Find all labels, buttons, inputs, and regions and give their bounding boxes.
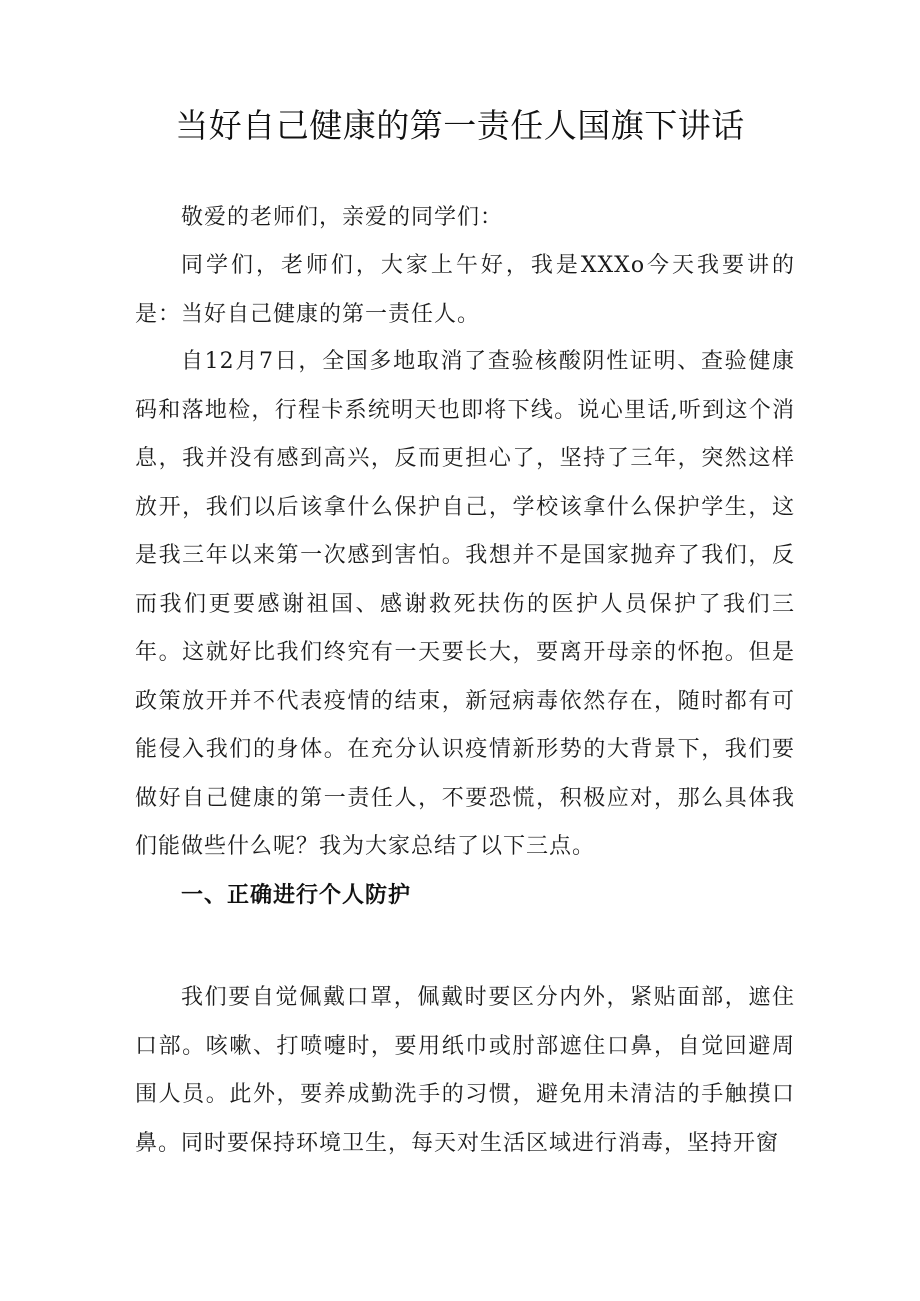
section-heading: 一、正确进行个人防护 bbox=[181, 883, 412, 908]
page-title: 当好自己健康的第一责任人国旗下讲话 bbox=[175, 106, 745, 145]
greeting-paragraph: 同学们，老师们，大家上午好，我是XXXo今天我要讲的是：当好自己健康的第一责任人。 bbox=[135, 253, 795, 327]
salutation-paragraph: 敬爱的老师们，亲爱的同学们： bbox=[181, 205, 504, 230]
main-paragraph: 自12月7日，全国多地取消了查验核酸阴性证明、查验健康码和落地检，行程卡系统明天也即将下线。说心里话,听到这个消息，我并没有感到高兴，反而更担心了，坚持了三年，突然这样放开，我们以后该拿什么保护自己，学校该拿什么保护学生，这是我三年以来第一次感到害怕。我想并不是国家抛弃了我们，反而我们更要感谢祖国、感谢救死扶伤的医护人员保护了我们三年。这就好比我们终究有一天要长大，要离开母亲的怀抱。但是政策放开并不代表疫情的结束，新冠病毒依然存在，随时都有可能侵入我们的身体。在充分认识疫情新形势的大背景下，我们要做好自己健康的第一责任人，不要恐慌，积极应对，那么具体我们能做些什么呢？我为大家总结了以下三点。 bbox=[135, 349, 795, 859]
section-paragraph: 我们要自觉佩戴口罩，佩戴时要区分内外，紧贴面部，遮住口部。咳嗽、打喷嚏时，要用纸巾或肘部遮住口鼻，自觉回避周围人员。此外，要养成勤洗手的习惯，避免用未清洁的手触摸口鼻。同时要保持环境卫生，每天对生活区域进行消毒，坚持开窗 bbox=[135, 985, 795, 1156]
